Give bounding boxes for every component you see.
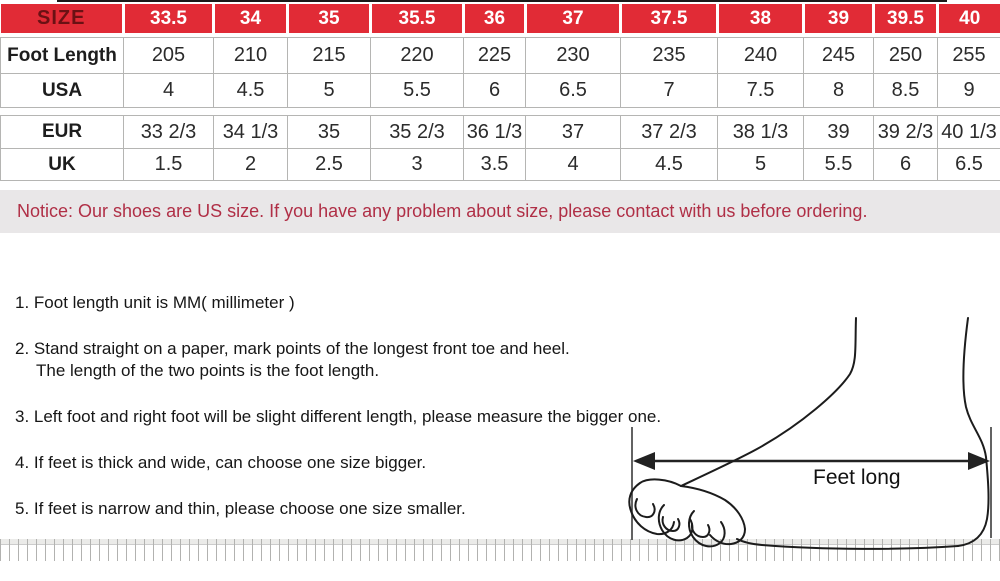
cell: 5.5 bbox=[804, 149, 874, 181]
row-label: UK bbox=[1, 149, 124, 181]
foot-sole-line bbox=[737, 539, 958, 549]
size-header-row bbox=[1, 4, 1000, 33]
size-col-header: 37 bbox=[526, 4, 621, 33]
foot-toe-2 bbox=[659, 505, 693, 540]
cell: 205 bbox=[124, 38, 214, 74]
size-col-header: 36 bbox=[464, 4, 526, 33]
feet-long-arrow-icon bbox=[633, 452, 990, 470]
cell: 35 2/3 bbox=[371, 116, 464, 149]
cell: 40 1/3 bbox=[938, 116, 1000, 149]
size-col-header: 39 bbox=[804, 4, 874, 33]
cell: 37 2/3 bbox=[621, 116, 718, 149]
cell: 8 bbox=[804, 74, 874, 108]
cell: 230 bbox=[526, 38, 621, 74]
cell: 8.5 bbox=[874, 74, 938, 108]
cell: 240 bbox=[718, 38, 804, 74]
instruction-line: The length of the two points is the foot length. bbox=[36, 361, 380, 380]
table-row-uk bbox=[1, 149, 1000, 181]
cell: 7.5 bbox=[718, 74, 804, 108]
cell: 3 bbox=[371, 149, 464, 181]
notice-text: Notice: Our shoes are US size. If you have any problem about size, please contact with us before ordering. bbox=[17, 201, 868, 221]
cell: 215 bbox=[288, 38, 371, 74]
cell: 6 bbox=[874, 149, 938, 181]
table-row-usa bbox=[1, 74, 1000, 108]
notice-bar bbox=[0, 190, 1000, 233]
cell: 1.5 bbox=[124, 149, 214, 181]
cell: 5 bbox=[288, 74, 371, 108]
cell: 245 bbox=[804, 38, 874, 74]
instruction-item: 1. Foot length unit is MM( millimeter ) bbox=[15, 293, 295, 312]
cell: 225 bbox=[464, 38, 526, 74]
foot-big-toe-nail bbox=[635, 499, 654, 517]
cell: 39 bbox=[804, 116, 874, 149]
size-col-header: 40 bbox=[938, 4, 1000, 33]
cell: 9 bbox=[938, 74, 1000, 108]
cell: 210 bbox=[214, 38, 288, 74]
cell: 5.5 bbox=[371, 74, 464, 108]
size-header-label: SIZE bbox=[1, 4, 124, 33]
row-label: Foot Length bbox=[1, 38, 124, 74]
instruction-item: 3. Left foot and right foot will be slight different length, please measure the bigger one. bbox=[15, 407, 662, 426]
cell: 6.5 bbox=[526, 74, 621, 108]
cell: 6 bbox=[464, 74, 526, 108]
instruction-item: 4. If feet is thick and wide, can choose one size bigger. bbox=[15, 453, 427, 472]
cell: 235 bbox=[621, 38, 718, 74]
size-col-header: 39.5 bbox=[874, 4, 938, 33]
size-col-header: 34 bbox=[214, 4, 288, 33]
instruction-line: 2. Stand straight on a paper, mark points of the longest front toe and heel. bbox=[15, 339, 570, 358]
cell: 255 bbox=[938, 38, 1000, 74]
cell: 37 bbox=[526, 116, 621, 149]
size-table bbox=[0, 4, 1000, 181]
cell: 4 bbox=[526, 149, 621, 181]
cell: 4 bbox=[124, 74, 214, 108]
cell: 33 2/3 bbox=[124, 116, 214, 149]
foot-toe-3-nail bbox=[692, 524, 710, 537]
top-border-line bbox=[57, 0, 947, 2]
cell: 6.5 bbox=[938, 149, 1000, 181]
cell: 2 bbox=[214, 149, 288, 181]
cell: 38 1/3 bbox=[718, 116, 804, 149]
size-col-header: 37.5 bbox=[621, 4, 718, 33]
size-col-header: 35.5 bbox=[371, 4, 464, 33]
cell: 5 bbox=[718, 149, 804, 181]
size-col-header: 33.5 bbox=[124, 4, 214, 33]
foot-heel-line bbox=[958, 318, 989, 546]
cell: 35 bbox=[288, 116, 371, 149]
cell: 4.5 bbox=[621, 149, 718, 181]
cell: 3.5 bbox=[464, 149, 526, 181]
row-label: EUR bbox=[1, 116, 124, 149]
row-gap bbox=[1, 108, 1000, 116]
foot-measurement-illustration bbox=[600, 300, 1000, 568]
cell: 4.5 bbox=[214, 74, 288, 108]
feet-long-label: Feet long bbox=[813, 466, 901, 489]
size-chart bbox=[0, 4, 1000, 181]
cell: 220 bbox=[371, 38, 464, 74]
cell: 39 2/3 bbox=[874, 116, 938, 149]
size-col-header: 35 bbox=[288, 4, 371, 33]
cell: 34 1/3 bbox=[214, 116, 288, 149]
table-row-foot-length bbox=[1, 38, 1000, 74]
cell: 250 bbox=[874, 38, 938, 74]
size-col-header: 38 bbox=[718, 4, 804, 33]
instruction-item: 5. If feet is narrow and thin, please choose one size smaller. bbox=[15, 499, 466, 518]
table-row-eur bbox=[1, 116, 1000, 149]
cell: 36 1/3 bbox=[464, 116, 526, 149]
row-label: USA bbox=[1, 74, 124, 108]
cell: 7 bbox=[621, 74, 718, 108]
foot-outline bbox=[629, 318, 988, 549]
cell: 2.5 bbox=[288, 149, 371, 181]
